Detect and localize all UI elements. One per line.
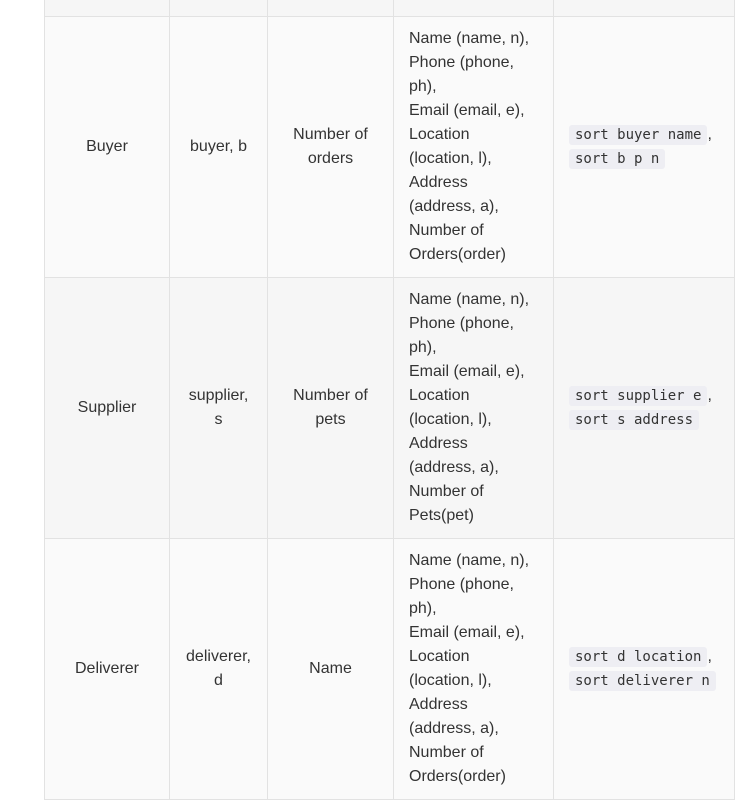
- examples-cell: [554, 17, 735, 278]
- example-code: sort buyer name: [569, 125, 707, 145]
- fields-cell: [394, 278, 554, 539]
- field-item: Location (location, l),: [409, 648, 492, 689]
- field-item: Email (email, e),: [409, 624, 525, 641]
- separator: ,: [707, 386, 712, 404]
- table-cell: [268, 0, 394, 17]
- example-code: sort s address: [569, 410, 699, 430]
- field-item: Location (location, l),: [409, 126, 492, 167]
- default-sort-cell: Number of orders: [268, 17, 394, 278]
- field-item: Number of Orders(order): [409, 222, 506, 263]
- field-item: Address (address, a),: [409, 696, 499, 737]
- field-item: Address (address, a),: [409, 174, 499, 215]
- field-item: Address (address, a),: [409, 435, 499, 476]
- fields-cell: [394, 17, 554, 278]
- entity-cell: Supplier: [45, 278, 170, 539]
- field-item: Phone (phone, ph),: [409, 576, 514, 617]
- field-item: Number of Pets(pet): [409, 483, 484, 524]
- fields-cell: [394, 539, 554, 800]
- table-cell: [170, 0, 268, 17]
- entity-cell: Buyer: [45, 17, 170, 278]
- field-item: Email (email, e),: [409, 363, 525, 380]
- field-item: Name (name, n),: [409, 30, 530, 47]
- separator: ,: [707, 125, 712, 143]
- keyword-cell: supplier, s: [170, 278, 268, 539]
- default-sort-cell: Name: [268, 539, 394, 800]
- examples-cell: [554, 539, 735, 800]
- separator: ,: [707, 647, 712, 665]
- table-cell: [554, 0, 735, 17]
- keyword-cell: buyer, b: [170, 17, 268, 278]
- field-item: Email (email, e),: [409, 102, 525, 119]
- table-row-partial: [45, 0, 735, 17]
- table-row-buyer: [45, 17, 735, 278]
- field-item: Phone (phone, ph),: [409, 315, 514, 356]
- keyword-cell: deliverer, d: [170, 539, 268, 800]
- field-item: Name (name, n),: [409, 291, 530, 308]
- field-item: Number of Orders(order): [409, 744, 506, 785]
- example-code: sort deliverer n: [569, 671, 716, 691]
- entity-cell: Deliverer: [45, 539, 170, 800]
- table-cell: [394, 0, 554, 17]
- field-item: Name (name, n),: [409, 552, 530, 569]
- field-item: Location (location, l),: [409, 387, 492, 428]
- table-row-deliverer: [45, 539, 735, 800]
- example-code: sort d location: [569, 647, 707, 667]
- default-sort-cell: Number of pets: [268, 278, 394, 539]
- example-code: sort b p n: [569, 149, 665, 169]
- table-row-supplier: [45, 278, 735, 539]
- field-item: Phone (phone, ph),: [409, 54, 514, 95]
- examples-cell: [554, 278, 735, 539]
- example-code: sort supplier e: [569, 386, 707, 406]
- sort-keywords-table: [44, 0, 735, 800]
- table-cell: [45, 0, 170, 17]
